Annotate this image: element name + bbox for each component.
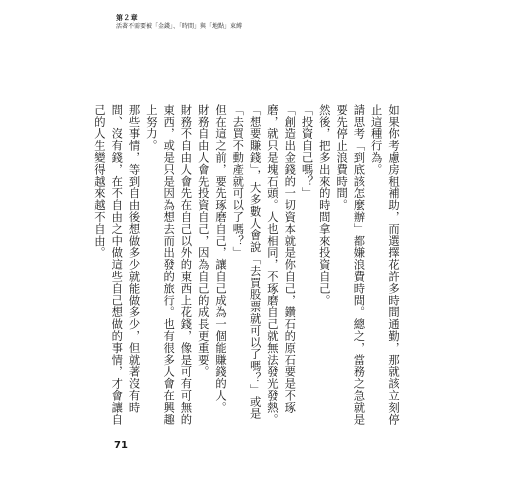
- paragraph: 請思考「到底該怎麼辦」都嫌浪費時間。總之，當務之急就是要先停止浪費時間。: [335, 104, 366, 426]
- paragraph: 「想要賺錢」，大多數人會說「去買股票就可以了嗎？」或是「去買不動產就可以了嗎？」: [231, 104, 262, 420]
- chapter-label: 第２章: [116, 14, 138, 22]
- paragraph: 那些事情，等到自由後想做多少就能做多少，但就著沒有時間、沒有錢，在不自由之中做這些自己想做的事情，才會讓自己的人生變得越來越不自由。: [92, 104, 141, 426]
- paragraph: 「投資自己嗎？」: [300, 104, 314, 200]
- running-header: [116, 14, 376, 31]
- page-number: 71: [114, 440, 128, 451]
- paragraph: 但在這之前，要先琢磨自己，讓自己成為一個能賺錢的人。: [214, 104, 228, 414]
- paragraph: 財務不自由人會先在自己以外的東西上花錢，像是可有可無的東西，或是只是因為想去而出發的旅行。也有很多人會在興趣上努力。: [144, 104, 193, 426]
- vertical-body-text: [92, 104, 402, 426]
- paragraph: 然後，把多出來的時間拿來投資自己。: [317, 104, 331, 307]
- paragraph: 「創造出金錢的一切資本就是你自己，鑽石的原石要是不琢磨，就只是塊石頭。人也相同，不琢磨自己就無法發光發熱。: [265, 104, 297, 426]
- paragraph: 財務自由人會先投資自己，因為自己的成長更重要。: [196, 104, 210, 378]
- chapter-subtitle: 活著不需要被「金錢」、「時間」與「地點」束縛: [116, 23, 243, 30]
- paragraph: 如果你考慮房租補助，而選擇花許多時間通勤，那就該立刻停止這種行為。: [369, 104, 400, 426]
